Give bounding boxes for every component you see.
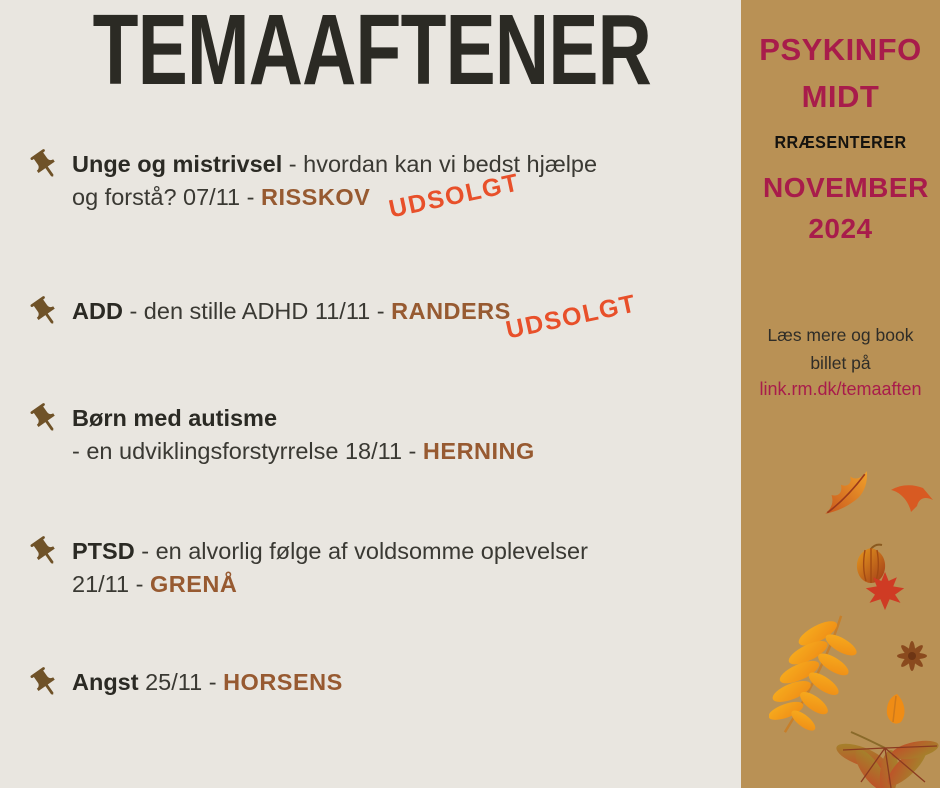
pushpin-icon [28, 666, 64, 702]
soldout-badge: UDSOLGT [386, 168, 523, 224]
event-line [72, 148, 597, 181]
page-title: TEMAAFTENER [92, 0, 652, 106]
event-title: Børn med autisme [72, 405, 278, 431]
event-location: HERNING [422, 438, 535, 464]
soldout-badge: UDSOLGT [503, 289, 640, 345]
event-description: og forstå? 07/11 - [72, 184, 255, 210]
event-location: RISSKOV [261, 184, 371, 210]
event-item-unge-og-mistrivsel [28, 148, 718, 224]
event-location: RANDERS [391, 298, 511, 324]
event-location: GRENÅ [149, 571, 238, 597]
event-text [64, 535, 588, 601]
event-location: HORSENS [223, 669, 343, 695]
event-text [64, 402, 535, 468]
pushpin-icon [28, 148, 64, 184]
event-description: - en alvorlig følge af voldsomme oplevelser [141, 538, 588, 564]
event-description: 25/11 - [145, 669, 217, 695]
event-description: - hvordan kan vi bedst hjælpe [288, 151, 598, 177]
event-title: ADD [72, 298, 123, 324]
event-description: - en udviklingsforstyrrelse 18/11 - [72, 438, 417, 464]
presents-label: RRÆSENTERER [774, 132, 907, 152]
org-name: PSYKINFO MIDT [759, 32, 922, 114]
event-item-ptsd [28, 535, 718, 601]
cta-text: Læs mere og book billet på [767, 325, 914, 373]
event-description: - den stille ADHD 11/11 - [129, 298, 385, 324]
event-line [72, 666, 343, 699]
pushpin-icon [28, 402, 64, 438]
maple-leaf-icon [861, 570, 909, 612]
star-anise-icon [894, 641, 930, 671]
event-title: Unge og mistrivsel [72, 151, 283, 177]
leaf-fragment-icon [889, 482, 935, 516]
event-text [64, 666, 343, 699]
event-item-boern-med-autisme [28, 402, 718, 468]
event-line [72, 435, 535, 468]
sidebar-panel [741, 0, 940, 788]
event-title: PTSD [72, 538, 135, 564]
event-description: 21/11 - [72, 571, 144, 597]
event-text [64, 295, 511, 328]
event-item-add [28, 289, 718, 345]
oak-leaf-icon [819, 468, 871, 520]
pushpin-icon [28, 295, 64, 331]
creeper-leaf-icon [827, 690, 939, 788]
pushpin-icon [28, 535, 64, 571]
event-title: Angst [72, 669, 139, 695]
event-line [72, 568, 588, 601]
event-line [72, 535, 588, 568]
event-line [72, 295, 511, 328]
event-line [72, 402, 535, 435]
month-title: NOVEMBER 2024 [763, 172, 929, 244]
event-item-angst [28, 666, 718, 702]
booking-link[interactable]: link.rm.dk/temaaften [759, 379, 922, 399]
